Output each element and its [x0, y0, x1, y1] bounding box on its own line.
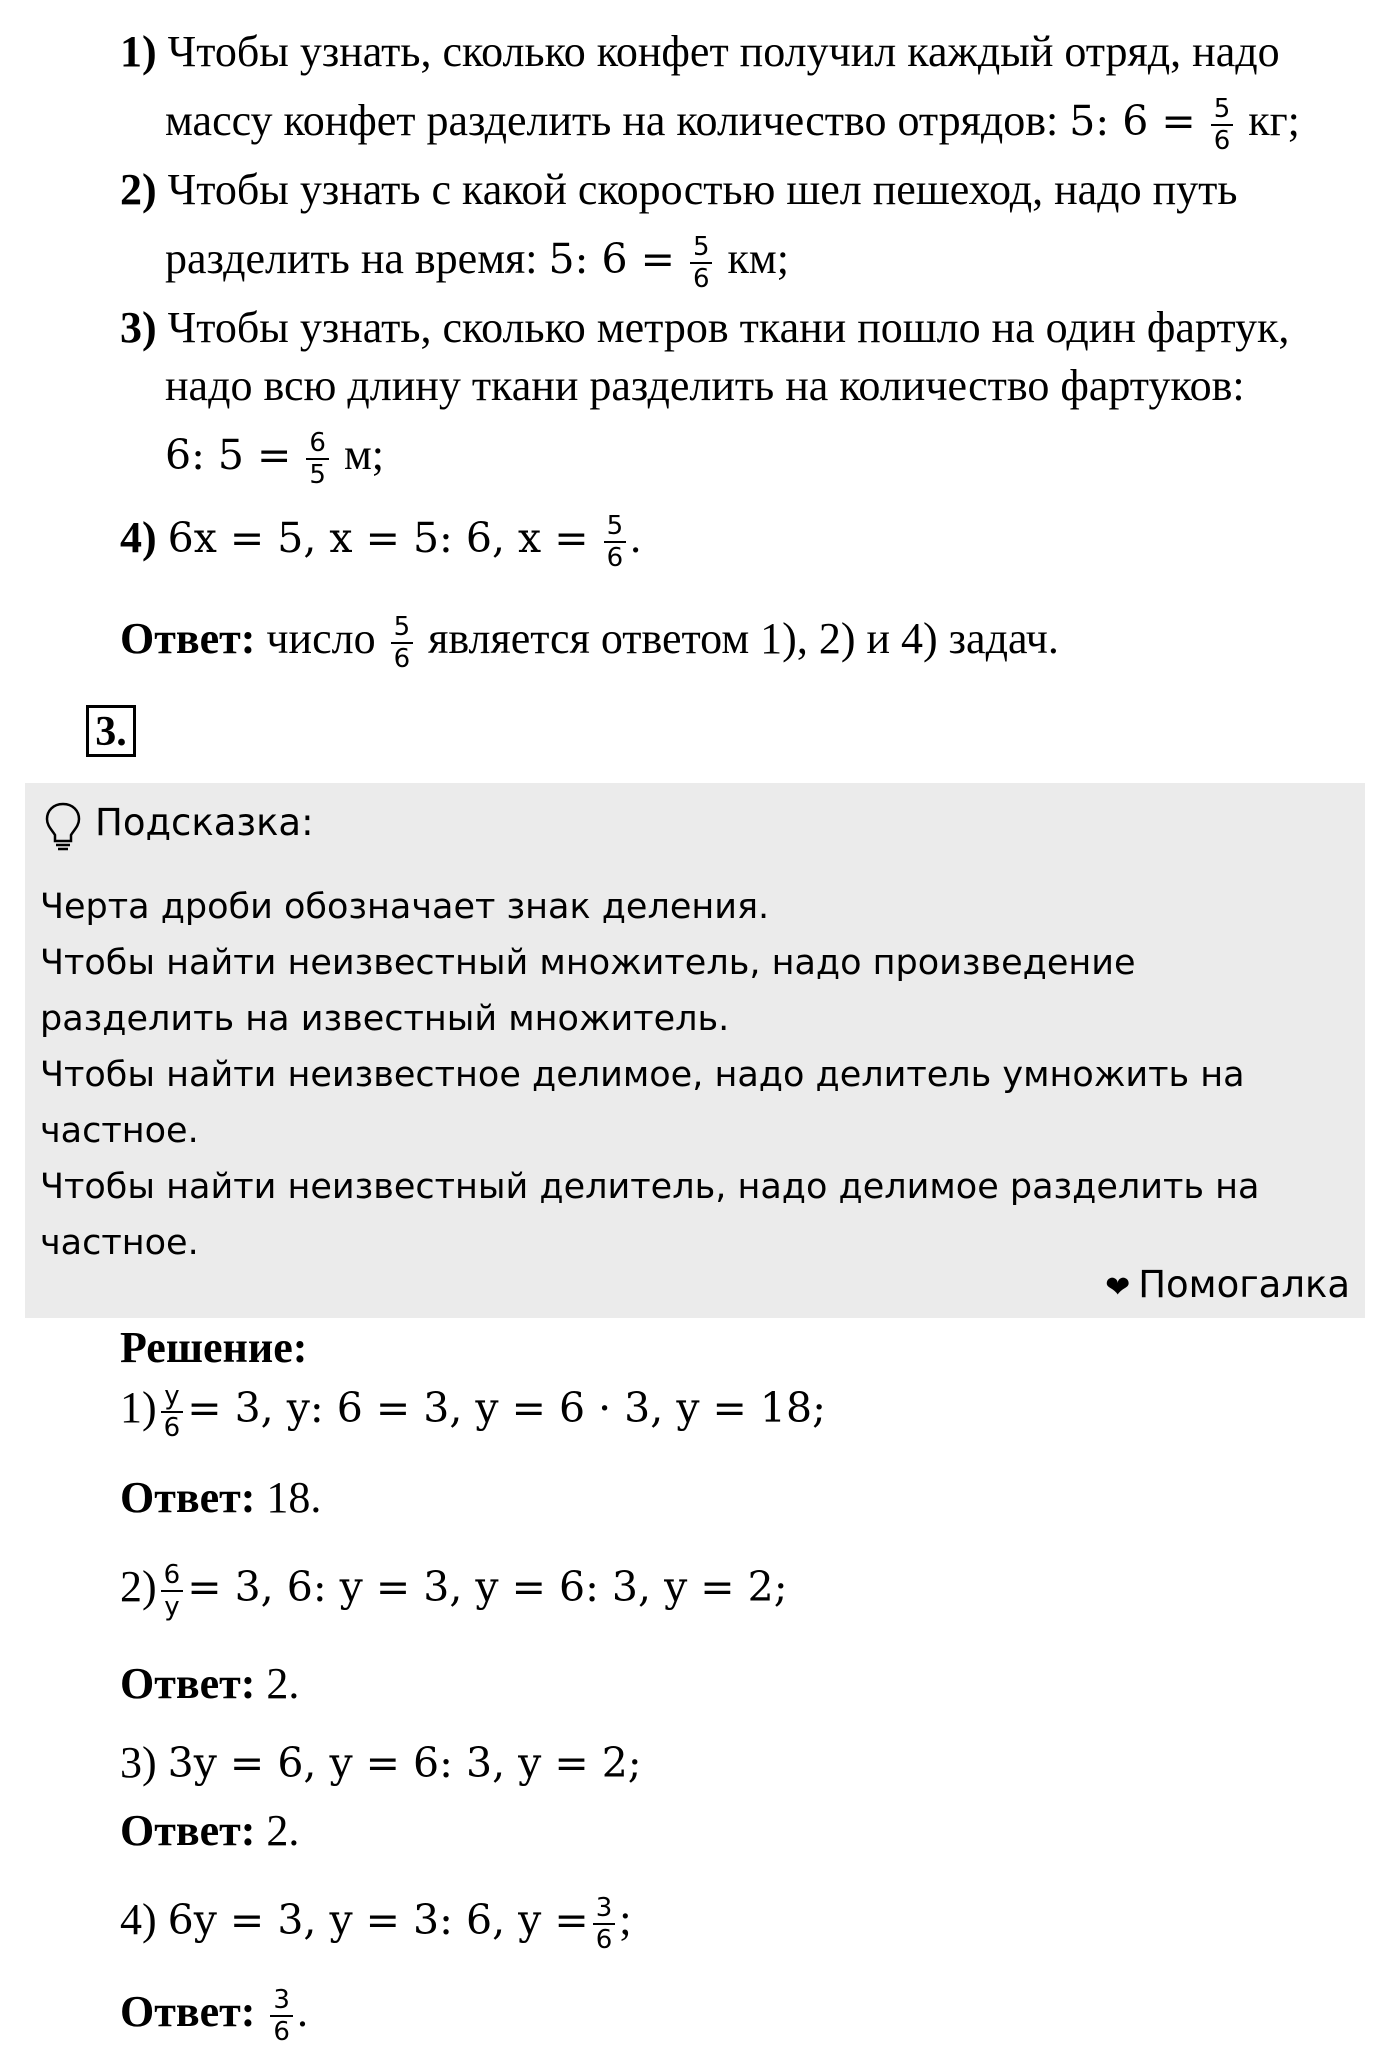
item1-text2: массу конфет разделить на количество отрядов:: [165, 96, 1059, 146]
item3-text1: Чтобы узнать, сколько метров ткани пошло на один фартук,: [167, 303, 1290, 352]
solution-4-answer: Ответ: $\frac{3}{6}$ .: [120, 1985, 308, 2047]
item4-fraction: $\frac{5}{6}$: [604, 511, 627, 573]
answer-fraction: $\frac{5}{6}$: [391, 612, 414, 674]
lightbulb-icon: [43, 801, 83, 853]
solution-3: 3) 3y = 6, y = 6: 3, y = 2;: [120, 1738, 642, 1787]
item1-number: 1): [120, 27, 157, 76]
item1-expression: 5: 6 =: [1069, 97, 1196, 146]
hint-text: [40, 879, 1350, 1271]
answer-top: Ответ: число $\frac{5}{6}$ является ответом 1), 2) и 4) задач.: [120, 612, 1059, 674]
heart-icon: ❤: [1105, 1270, 1131, 1305]
item3-expression: 6: 5 =: [165, 431, 292, 480]
item3-line3: [165, 428, 384, 490]
item3-number: 3): [120, 303, 157, 352]
hint-line: частное.: [40, 1223, 199, 1263]
item3-text2: надо всю длину ткани разделить на количество фартуков:: [165, 361, 1245, 410]
solution-3-answer: Ответ: 2.: [120, 1806, 300, 1855]
item4-line: 4) 6x = 5, x = 5: 6, x = $\frac{5}{6}$ .: [120, 511, 642, 573]
solution-4-answer-fraction: $\frac{3}{6}$: [270, 1985, 293, 2047]
task-number: 3.: [86, 705, 136, 757]
hint-line: Чтобы найти неизвестный множитель, надо произведение: [40, 943, 1136, 983]
item3-fraction: $\frac{6}{5}$: [306, 428, 329, 490]
item4-number: 4): [120, 513, 157, 563]
solution-title: Решение:: [120, 1323, 308, 1372]
item3-unit: м;: [343, 430, 385, 480]
item2-number: 2): [120, 165, 157, 214]
brand-label: Помогалка: [1138, 1263, 1350, 1306]
item1-line1: [120, 26, 1280, 78]
item1-line2: [165, 94, 1300, 156]
brand-link[interactable]: [1105, 1259, 1350, 1314]
item4-expression: 6x = 5, x = 5: 6, x =: [167, 514, 589, 563]
hint-box: [25, 783, 1365, 1318]
hint-line: частное.: [40, 1111, 199, 1151]
solution-2: 2) $\frac{6}{y}$ = 3, 6: y = 3, y = 6: 3, y = 2;: [120, 1560, 788, 1622]
item2-text2: разделить на время:: [165, 234, 538, 284]
answer-label: Ответ:: [120, 614, 256, 664]
hint-title: Подсказка:: [95, 801, 314, 844]
solution-2-answer: Ответ: 2.: [120, 1659, 300, 1708]
solution-1-answer: Ответ: 18.: [120, 1473, 322, 1522]
solution-1: 1) $\frac{y}{6}$ = 3, y: 6 = 3, y = 6 · 3, y = 18;: [120, 1381, 826, 1443]
item3-line1: [120, 302, 1289, 354]
solution-4: 4) 6y = 3, y = 3: 6, y = $\frac{3}{6}$ ;: [120, 1893, 632, 1955]
item2-text1: Чтобы узнать с какой скоростью шел пешеход, надо путь: [167, 165, 1238, 214]
solution-4-fraction: $\frac{3}{6}$: [593, 1893, 616, 1955]
item3-line2: [165, 360, 1245, 412]
item2-unit: км;: [727, 234, 789, 284]
item2-line1: [120, 164, 1237, 216]
hint-line: Черта дроби обозначает знак деления.: [40, 887, 770, 927]
item2-line2: [165, 232, 789, 294]
item1-text1: Чтобы узнать, сколько конфет получил каждый отряд, надо: [167, 27, 1280, 76]
solution-1-fraction: $\frac{y}{6}$: [161, 1381, 184, 1443]
hint-line: разделить на известный множитель.: [40, 999, 730, 1039]
item2-fraction: $\frac{5}{6}$: [690, 232, 713, 294]
solution-2-fraction: $\frac{6}{y}$: [161, 1560, 184, 1622]
item2-expression: 5: 6 =: [548, 235, 675, 284]
item1-unit: кг;: [1248, 96, 1300, 146]
hint-line: Чтобы найти неизвестное делимое, надо делитель умножить на: [40, 1055, 1245, 1095]
item1-fraction: $\frac{5}{6}$: [1211, 94, 1234, 156]
hint-line: Чтобы найти неизвестный делитель, надо делимое разделить на: [40, 1167, 1260, 1207]
